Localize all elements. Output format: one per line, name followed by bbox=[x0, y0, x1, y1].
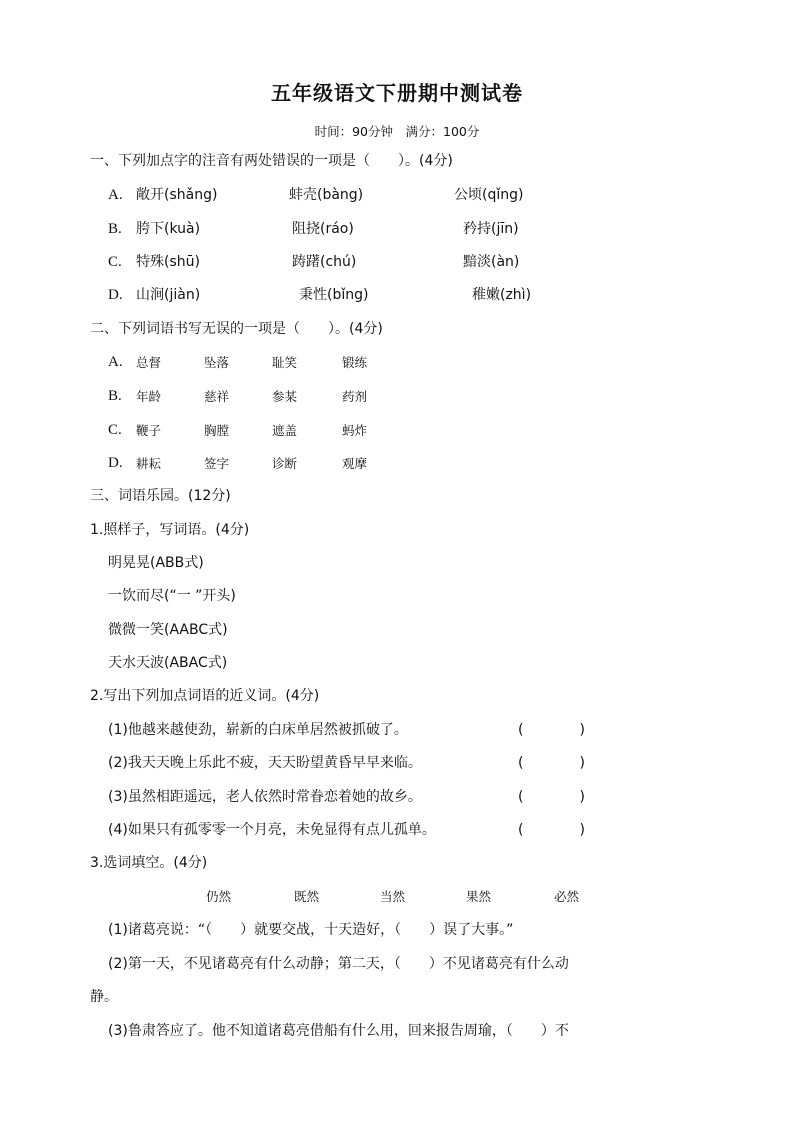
option-item: 踌躇(chú) bbox=[292, 254, 357, 270]
option-label: C. bbox=[108, 254, 122, 270]
word-bank-item: 必然 bbox=[554, 889, 580, 904]
option-item: 黯淡(àn) bbox=[463, 254, 520, 270]
option-item: 签字 bbox=[204, 456, 230, 471]
page-title: 五年级语文下册期中测试卷 bbox=[271, 81, 523, 105]
q1-heading: 一、下列加点字的注音有两处错误的一项是（ ）。(4分) bbox=[90, 153, 453, 169]
q3-sub3-line: 静。 bbox=[90, 989, 118, 1005]
option-item: 遮盖 bbox=[272, 423, 298, 438]
q3-sub2-sentence: (1)他越来越使劲，崭新的白床单居然被抓破了。 bbox=[108, 722, 408, 738]
option-label: A. bbox=[108, 354, 123, 370]
option-item: 敞开(shǎng) bbox=[136, 187, 218, 203]
option-label: B. bbox=[108, 221, 122, 237]
option-item: 总督 bbox=[136, 355, 162, 370]
option-item: 慈祥 bbox=[204, 389, 230, 404]
option-item: 药剂 bbox=[342, 389, 368, 404]
option-item: 胸膛 bbox=[204, 423, 230, 438]
q3-sub2-sentence: (3)虽然相距遥远，老人依然时常眷恋着她的故乡。 bbox=[108, 789, 422, 805]
option-label: D. bbox=[108, 455, 123, 471]
option-item: 公顷(qǐng) bbox=[454, 187, 524, 203]
q3-sub1-heading: 1.照样子，写词语。(4分) bbox=[90, 522, 250, 538]
q3-sub1-line: 明晃晃(ABB式) bbox=[108, 555, 204, 571]
word-bank-item: 当然 bbox=[380, 889, 406, 904]
q3-sub2-heading: 2.写出下列加点词语的近义词。(4分) bbox=[90, 688, 320, 704]
q3-sub1-line: 一饮而尽(“一 ”开头) bbox=[108, 588, 236, 604]
word-bank-item: 既然 bbox=[294, 889, 320, 904]
option-label: A. bbox=[108, 187, 123, 203]
option-item: 耻笑 bbox=[272, 355, 298, 370]
q3-sub3-heading: 3.选词填空。(4分) bbox=[90, 855, 208, 871]
option-label: D. bbox=[108, 287, 123, 303]
option-item: 蚌壳(bàng) bbox=[289, 187, 364, 203]
q2-heading: 二、下列词语书写无误的一项是（ ）。(4分) bbox=[90, 321, 383, 337]
q3-sub3-line: (2)第一天，不见诸葛亮有什么动静；第二天，（ ）不见诸葛亮有什么动 bbox=[108, 956, 569, 972]
q3-sub1-line: 微微一笑(AABC式) bbox=[108, 622, 228, 638]
option-item: 胯下(kuà) bbox=[136, 221, 201, 237]
word-bank-item: 果然 bbox=[466, 889, 492, 904]
option-item: 坠落 bbox=[204, 355, 230, 370]
answer-blank: ( ) bbox=[518, 755, 585, 771]
word-bank-item: 仍然 bbox=[206, 889, 232, 904]
option-item: 矜持(jīn) bbox=[463, 221, 519, 237]
option-item: 稚嫩(zhì) bbox=[472, 287, 532, 303]
exam-meta: 时间：90分钟 满分：100分 bbox=[314, 124, 480, 139]
q3-sub3-line: (1)诸葛亮说：“（ ）就要交战，十天造好，（ ）误了大事。” bbox=[108, 922, 514, 938]
option-item: 鞭子 bbox=[136, 423, 162, 438]
option-item: 特殊(shū) bbox=[136, 254, 200, 270]
option-item: 观摩 bbox=[342, 456, 368, 471]
q3-sub2-sentence: (2)我天天晚上乐此不疲，天天盼望黄昏早早来临。 bbox=[108, 755, 422, 771]
option-item: 山涧(jiàn) bbox=[136, 287, 201, 303]
option-item: 诊断 bbox=[272, 456, 298, 471]
q3-sub1-line: 天水天波(ABAC式) bbox=[108, 655, 228, 671]
option-item: 年龄 bbox=[136, 389, 162, 404]
option-label: B. bbox=[108, 388, 122, 404]
answer-blank: ( ) bbox=[518, 789, 585, 805]
option-label: C. bbox=[108, 422, 122, 438]
option-item: 蚂炸 bbox=[342, 423, 368, 438]
answer-blank: ( ) bbox=[518, 822, 585, 838]
option-item: 秉性(bǐng) bbox=[299, 287, 369, 303]
q3-heading: 三、词语乐园。(12分) bbox=[90, 488, 231, 504]
option-item: 阻挠(ráo) bbox=[292, 221, 354, 237]
q3-sub2-sentence: (4)如果只有孤零零一个月亮，未免显得有点儿孤单。 bbox=[108, 822, 436, 838]
option-item: 锻练 bbox=[342, 355, 368, 370]
option-item: 参某 bbox=[272, 389, 298, 404]
answer-blank: ( ) bbox=[518, 722, 585, 738]
q3-sub3-line: (3)鲁肃答应了。他不知道诸葛亮借船有什么用，回来报告周瑜，（ ）不 bbox=[108, 1023, 569, 1039]
option-item: 耕耘 bbox=[136, 456, 162, 471]
